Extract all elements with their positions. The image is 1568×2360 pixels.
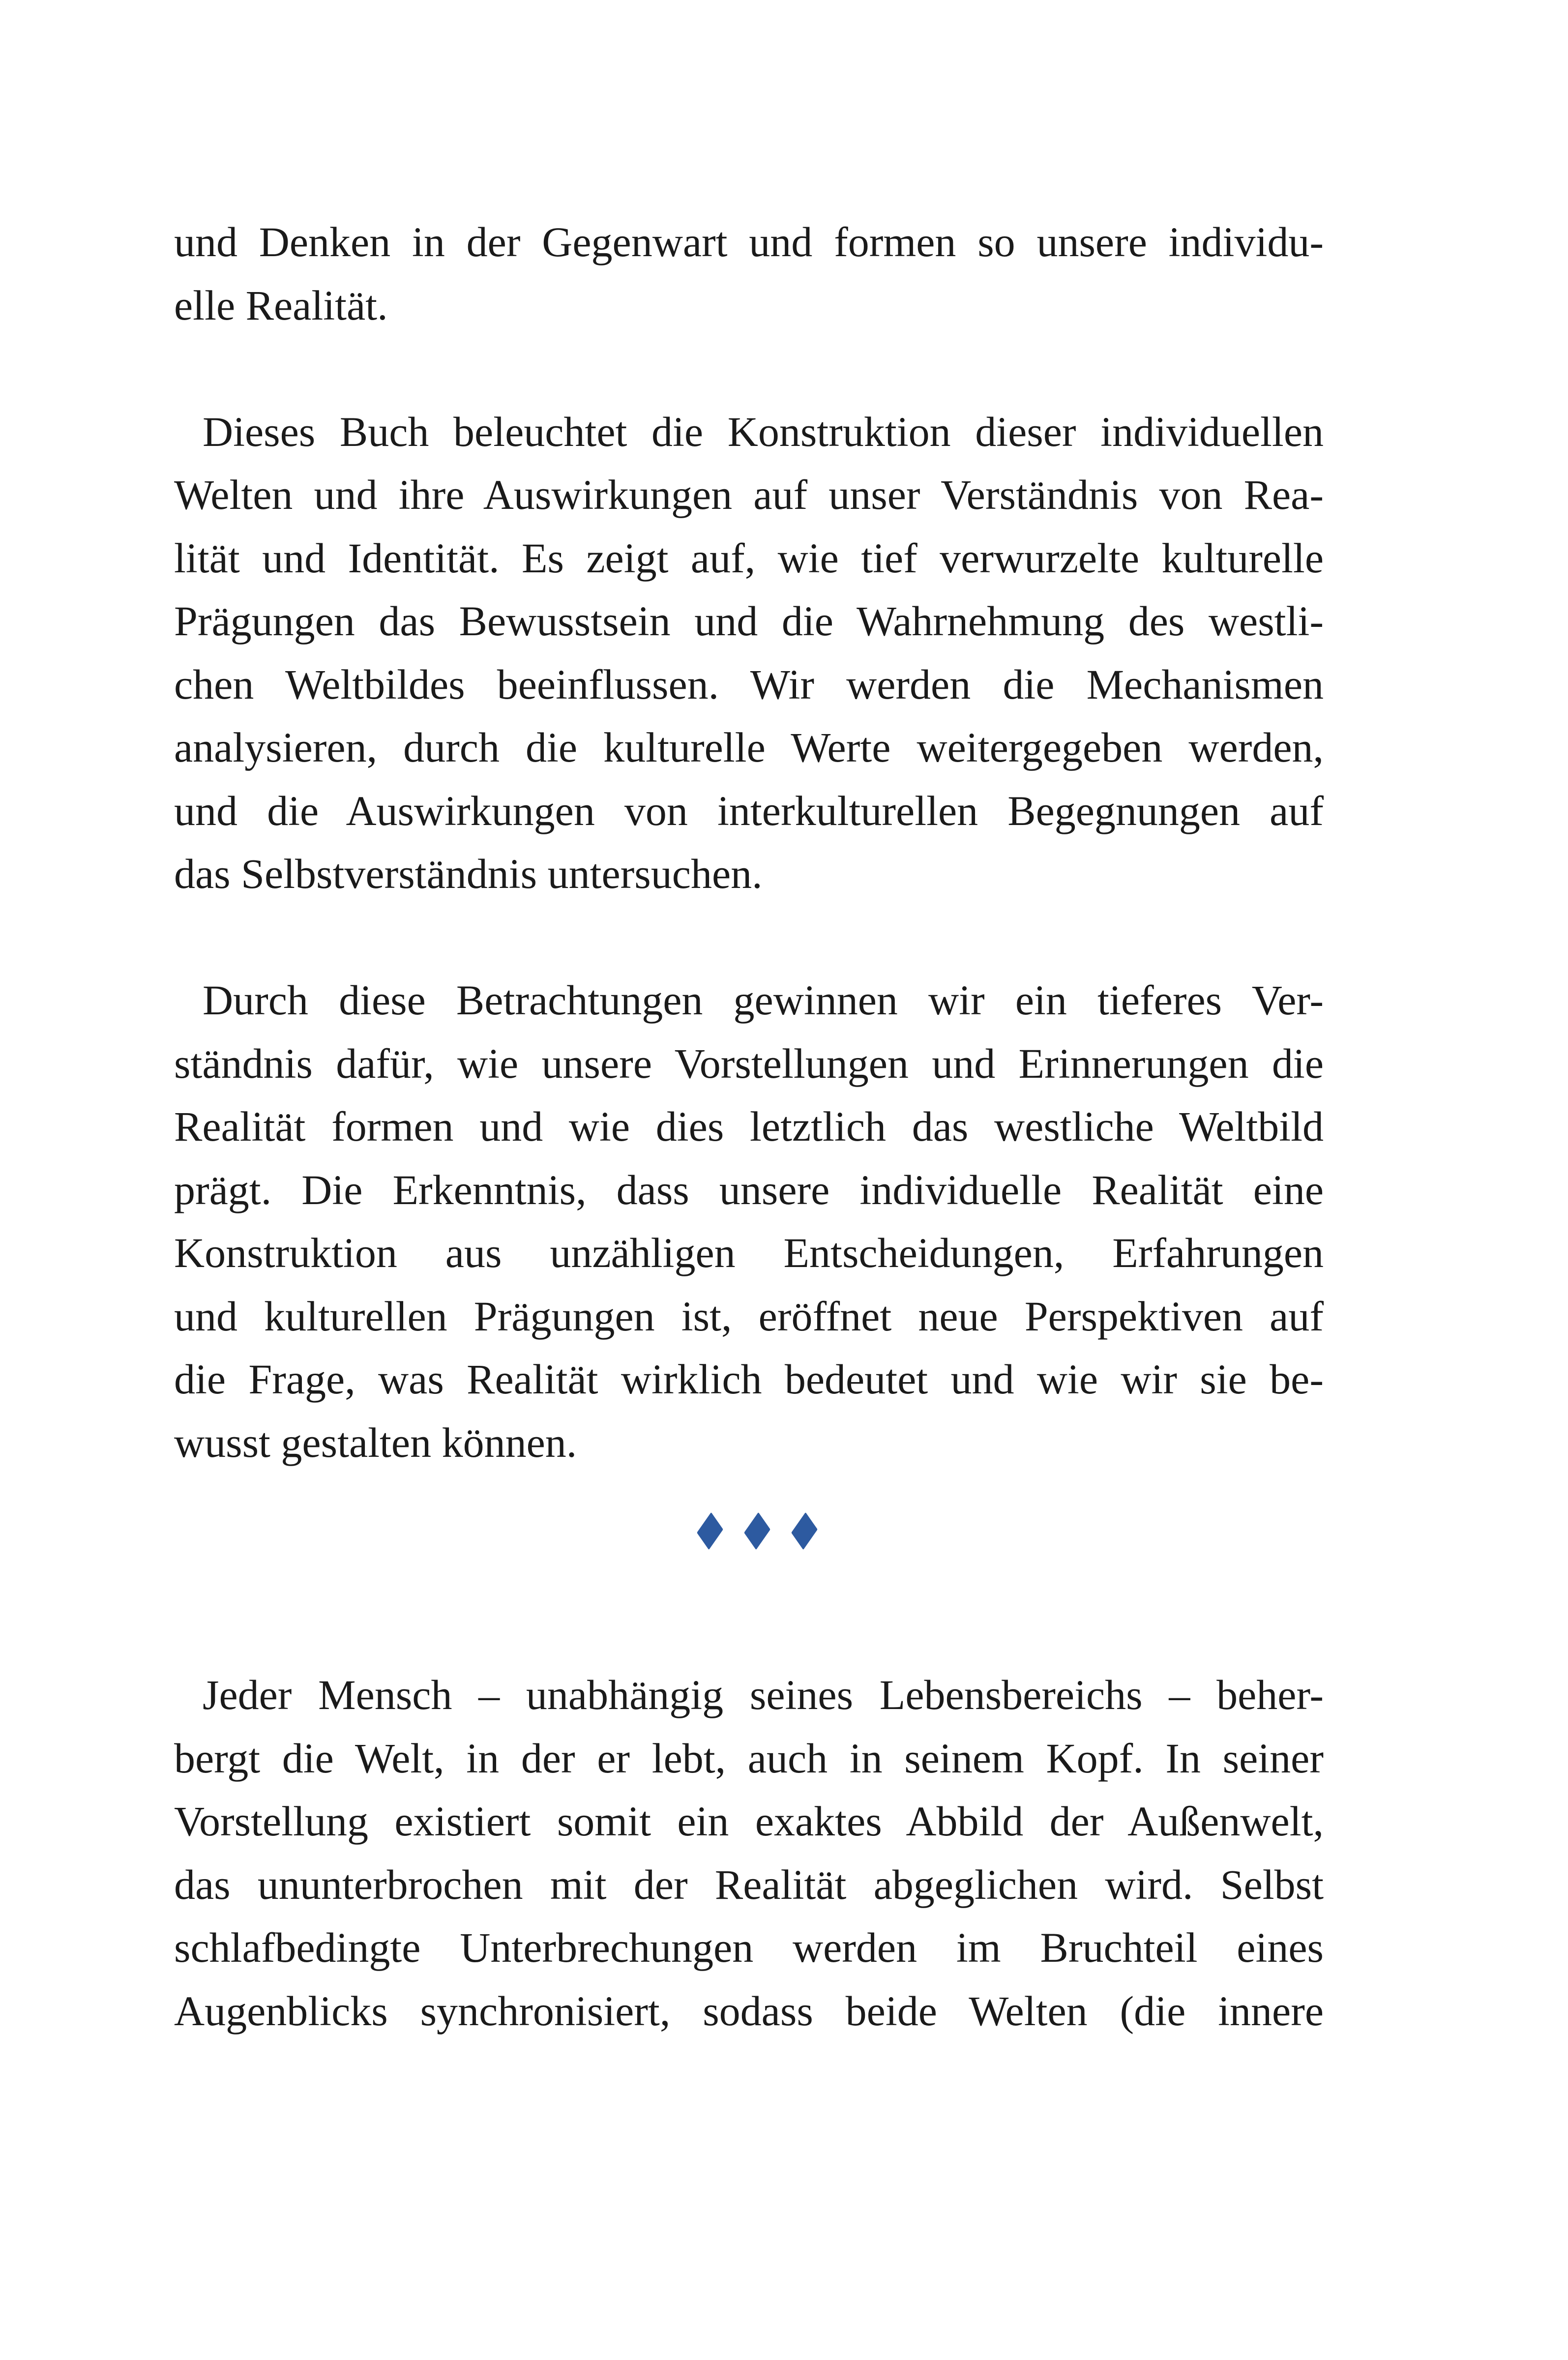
- text-line: ständnis dafür, wie unsere Vorstellungen und Erinnerungen die: [174, 1039, 1324, 1087]
- text-line: und die Auswirkungen von interkulturellen Begegnungen auf: [174, 787, 1324, 834]
- text-line: Augenblicks synchronisiert, sodass beide Welten (die innere: [174, 1987, 1324, 2035]
- paragraph-2: [174, 400, 1324, 906]
- text-line: Welten und ihre Auswirkungen auf unser Verständnis von Rea-: [174, 471, 1324, 518]
- text-line: Jeder Mensch – unabhängig seines Lebensbereichs – beher-: [203, 1671, 1324, 1718]
- text-line: das ununterbrochen mit der Realität abgeglichen wird. Selbst: [174, 1860, 1324, 1908]
- paragraph-spacer: [174, 906, 1324, 969]
- text-line: wusst gestalten können.: [174, 1418, 577, 1466]
- text-line: das Selbstverständnis untersuchen.: [174, 850, 763, 897]
- text-line: elle Realität.: [174, 281, 388, 329]
- paragraph-1: [174, 210, 1324, 337]
- text-line: Prägungen das Bewusstsein und die Wahrnehmung des westli-: [174, 597, 1324, 645]
- text-line: prägt. Die Erkenntnis, dass unsere individuelle Realität eine: [174, 1166, 1324, 1213]
- text-line: bergt die Welt, in der er lebt, auch in seinem Kopf. In seiner: [174, 1734, 1324, 1782]
- paragraph-spacer: [174, 337, 1324, 400]
- diamond-icon: [695, 1516, 725, 1546]
- text-line: chen Weltbildes beeinflussen. Wir werden die Mechanismen: [174, 660, 1324, 708]
- section-divider-ornament: [174, 1474, 1324, 1663]
- text-line: die Frage, was Realität wirklich bedeutet und wie wir sie be-: [174, 1356, 1324, 1403]
- text-line: Realität formen und wie dies letztlich das westliche Weltbild: [174, 1103, 1324, 1150]
- diamond-icon: [742, 1516, 772, 1546]
- text-line: analysieren, durch die kulturelle Werte weitergegeben werden,: [174, 724, 1324, 771]
- text-line: Konstruktion aus unzähligen Entscheidungen, Erfahrungen: [174, 1229, 1324, 1276]
- text-line: und kulturellen Prägungen ist, eröffnet neue Perspektiven auf: [174, 1292, 1324, 1340]
- text-line: und Denken in der Gegenwart und formen so unsere individu-: [174, 218, 1324, 266]
- book-page: [174, 210, 1324, 2042]
- paragraph-3: [174, 969, 1324, 1474]
- text-line: Durch diese Betrachtungen gewinnen wir ein tieferes Ver-: [203, 976, 1324, 1024]
- text-line: schlafbedingte Unterbrechungen werden im Bruchteil eines: [174, 1924, 1324, 1971]
- diamond-icon: [790, 1516, 819, 1546]
- text-line: Dieses Buch beleuchtet die Konstruktion dieser individuellen: [203, 408, 1324, 455]
- text-line: lität und Identität. Es zeigt auf, wie tief verwurzelte kulturelle: [174, 534, 1324, 582]
- diamond-group: [695, 1516, 819, 1546]
- text-line: Vorstellung existiert somit ein exaktes Abbild der Außenwelt,: [174, 1798, 1324, 1845]
- paragraph-4: [174, 1663, 1324, 2042]
